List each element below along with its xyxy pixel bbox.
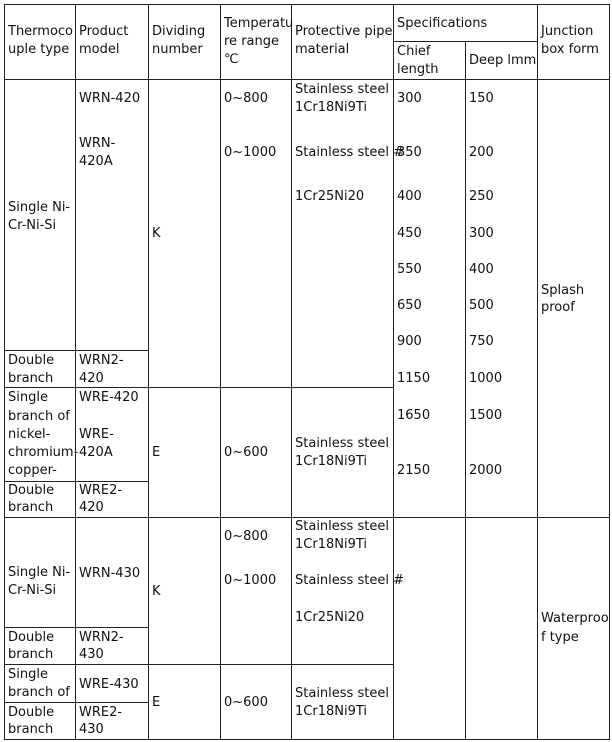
header-model-line2: model: [79, 42, 120, 57]
type-double-branch-4-line1: Double: [8, 705, 55, 720]
col-line-5: [393, 4, 394, 740]
chief-length-5: 550: [397, 262, 422, 277]
pipe-stainless-2-line2: 1Cr18Ni9Ti: [295, 454, 367, 469]
type-double-branch-2-line1: Double: [8, 483, 55, 498]
header-type-line1: Thermoco: [8, 24, 74, 39]
model-wre-430: WRE-430: [79, 677, 139, 692]
junction-waterproof-line2: f type: [541, 630, 579, 645]
temp-0-800-1: 0~800: [224, 91, 268, 106]
pipe-1cr25ni20-2: 1Cr25Ni20: [295, 610, 365, 625]
col-line-4: [291, 4, 292, 740]
group-sep-3: [4, 664, 394, 665]
type-double-branch-line2: branch: [8, 371, 54, 386]
type-single-branch-nickel-line3: nickel-: [8, 427, 51, 442]
chief-length-6: 650: [397, 298, 422, 313]
junction-splash-proof-line2: proof: [541, 300, 575, 315]
dividing-e-2: E: [152, 695, 161, 710]
header-model-line1: Product: [79, 24, 129, 39]
header-specifications: Specifications: [397, 16, 488, 31]
deep-length-9: 1500: [469, 408, 503, 423]
pipe-stainless-hash-1: Stainless steel #: [295, 145, 404, 160]
chief-length-3: 400: [397, 189, 422, 204]
model-wre2-420-line1: WRE2-: [79, 483, 123, 498]
header-pipe-line1: Protective pipe: [295, 24, 393, 39]
header-temp-line1: Temperatu: [224, 16, 294, 31]
chief-length-8: 1150: [397, 371, 431, 386]
type-single-ni-cr-line2: Cr-Ni-Si: [8, 218, 57, 233]
subgroup-sep-3: [4, 627, 149, 628]
temp-0-800-2: 0~800: [224, 529, 268, 544]
model-wrn2-420-line1: WRN2-: [79, 353, 124, 368]
type-single-branch-nickel-line2: branch of: [8, 409, 70, 424]
type-double-branch-3-line1: Double: [8, 630, 55, 645]
header-dividing-line1: Dividing: [152, 24, 206, 39]
pipe-1cr25ni20-1: 1Cr25Ni20: [295, 189, 365, 204]
chief-length-1: 300: [397, 91, 422, 106]
type-double-branch-3-line2: branch: [8, 647, 54, 662]
model-wrn-420a-line1: WRN-: [79, 136, 116, 151]
header-dividing-line2: number: [152, 42, 203, 57]
model-wre2-430-line2: 430: [79, 722, 104, 737]
type-single-ni-cr-2-line1: Single Ni-: [8, 565, 71, 580]
type-single-branch-of-line1: Single: [8, 667, 48, 682]
header-temp-line2: re range: [224, 34, 279, 49]
chief-length-4: 450: [397, 226, 422, 241]
type-single-branch-nickel-line4: chromium-: [8, 445, 79, 460]
pipe-stainless-3-line1: Stainless steel: [295, 519, 389, 534]
header-junction-line1: Junction: [541, 24, 594, 39]
deep-length-5: 400: [469, 262, 494, 277]
chief-length-7: 900: [397, 334, 422, 349]
type-double-branch-4-line2: branch: [8, 722, 54, 737]
pipe-stainless-hash-2: Stainless steel #: [295, 573, 404, 588]
type-double-branch-2-line2: branch: [8, 500, 54, 515]
model-wrn2-420-line2: 420: [79, 371, 104, 386]
model-wre2-430-line1: WRE2-: [79, 705, 123, 720]
type-single-branch-nickel-line1: Single: [8, 390, 48, 405]
header-chief-line1: Chief: [397, 44, 431, 59]
chief-length-9: 1650: [397, 408, 431, 423]
temp-0-600-2: 0~600: [224, 695, 268, 710]
header-divider: [4, 79, 610, 80]
header-temp-line3: ℃: [224, 52, 239, 67]
model-wrn2-430-line2: 430: [79, 647, 104, 662]
deep-length-2: 200: [469, 145, 494, 160]
pipe-stainless-1-line1: Stainless steel: [295, 82, 389, 97]
pipe-stainless-1-line2: 1Cr18Ni9Ti: [295, 100, 367, 115]
header-junction-line2: box form: [541, 42, 599, 57]
dividing-k-2: K: [152, 584, 161, 599]
model-wrn2-430-line1: WRN2-: [79, 630, 124, 645]
temp-0-1000-2: 0~1000: [224, 573, 277, 588]
type-single-ni-cr-line1: Single Ni-: [8, 200, 71, 215]
deep-length-7: 750: [469, 334, 494, 349]
model-wre2-420-line2: 420: [79, 500, 104, 515]
subgroup-sep-1: [4, 350, 149, 351]
col-line-3: [220, 4, 221, 740]
table-border-bottom: [4, 739, 610, 740]
pipe-stainless-2-line1: Stainless steel: [295, 436, 389, 451]
model-wrn-420: WRN-420: [79, 91, 141, 106]
pipe-stainless-4-line2: 1Cr18Ni9Ti: [295, 704, 367, 719]
model-wre-420a-line2: 420A: [79, 445, 113, 460]
table-border-left: [4, 4, 5, 740]
pipe-stainless-4-line1: Stainless steel: [295, 686, 389, 701]
model-wre-420a-line1: WRE-: [79, 427, 114, 442]
header-pipe-line2: material: [295, 42, 350, 57]
type-single-branch-nickel-line5: copper-: [8, 463, 57, 478]
deep-length-8: 1000: [469, 371, 503, 386]
header-deep: Deep lmm: [469, 53, 537, 68]
dividing-e-1: E: [152, 445, 161, 460]
deep-length-1: 150: [469, 91, 494, 106]
temp-0-600-1: 0~600: [224, 445, 268, 460]
model-wrn-420a-line2: 420A: [79, 154, 113, 169]
chief-length-2: 350: [397, 145, 422, 160]
deep-length-3: 250: [469, 189, 494, 204]
col-line-6: [465, 41, 466, 740]
col-line-1: [75, 4, 76, 740]
header-type-line2: uple type: [8, 42, 70, 57]
subgroup-sep-4: [4, 702, 149, 703]
col-line-7: [537, 4, 538, 740]
pipe-stainless-3-line2: 1Cr18Ni9Ti: [295, 537, 367, 552]
deep-length-6: 500: [469, 298, 494, 313]
col-line-2: [148, 4, 149, 740]
deep-length-10: 2000: [469, 463, 503, 478]
type-double-branch-line1: Double: [8, 353, 55, 368]
chief-length-10: 2150: [397, 463, 431, 478]
model-wrn-430: WRN-430: [79, 566, 141, 581]
group-sep-1: [4, 387, 394, 388]
deep-length-4: 300: [469, 226, 494, 241]
temp-0-1000-1: 0~1000: [224, 145, 277, 160]
junction-splash-proof-line1: Splash: [541, 283, 585, 298]
table-border-right: [609, 4, 610, 740]
type-single-ni-cr-2-line2: Cr-Ni-Si: [8, 583, 57, 598]
dividing-k-1: K: [152, 226, 161, 241]
table-border-top: [4, 4, 610, 5]
header-chief-line2: length: [397, 62, 439, 77]
junction-waterproof-line1: Waterproo: [541, 611, 609, 626]
type-single-branch-of-line2: branch of: [8, 685, 70, 700]
model-wre-420: WRE-420: [79, 390, 139, 405]
